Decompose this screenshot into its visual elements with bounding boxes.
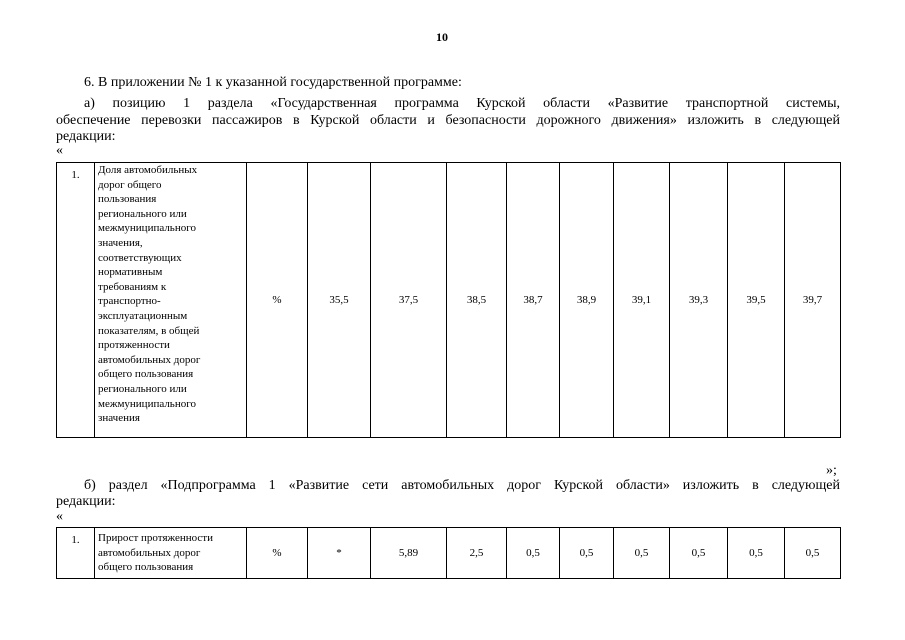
name-line: регионального или [98,207,187,220]
name-line: транспортно- [98,295,161,308]
page-number: 10 [436,30,448,44]
name-line: межмуниципального [98,397,196,410]
name-line: протяженности [98,339,170,352]
intro-line: 6. В приложении № 1 к указанной государственной программе: [84,75,462,90]
name-line: показателям, в общей [98,324,200,337]
item-b-line-2: редакции: [56,494,116,509]
value-cell: 37,5 [371,163,447,438]
indicator-name-cell [95,528,247,579]
name-line: Доля автомобильных [98,164,198,176]
value-cell: 35,5 [308,163,371,438]
name-line: регионального или [98,382,187,395]
name-line: общего пользования [98,561,194,574]
value-cell: * [308,528,371,579]
table-row [57,528,841,579]
name-line: автомобильных дорог [98,353,201,366]
name-line: значения [98,412,140,425]
value-cell: 39,1 [614,163,670,438]
name-line: дорог общего [98,178,162,191]
name-line: соответствующих [98,251,182,264]
value-cell: 0,5 [507,528,560,579]
name-line: межмуниципального [98,222,196,235]
name-line: требованиям к [98,280,167,293]
row-number-cell: 1. [57,163,95,438]
name-line: нормативным [98,266,163,279]
value-cell: 39,7 [785,163,841,438]
value-cell: 5,89 [371,528,447,579]
value-cell: 38,9 [560,163,614,438]
value-cell: 0,5 [560,528,614,579]
value-cell: 0,5 [785,528,841,579]
value-cell: 38,7 [507,163,560,438]
open-quote-2: « [56,509,63,524]
table-row [57,163,841,438]
name-line: общего пользования [98,368,194,381]
name-line: пользования [98,193,157,206]
unit-cell: % [247,163,308,438]
open-quote-1: « [56,143,63,158]
value-cell: 39,5 [728,163,785,438]
name-line: значения, [98,236,143,249]
indicator-table-2 [56,527,841,579]
item-b-line-1: б) раздел «Подпрограмма 1 «Развитие сети автомобильных дорог Курской области» изложить в следующей [84,478,840,493]
unit-cell: % [247,528,308,579]
close-quote-1: »; [826,463,837,478]
value-cell: 0,5 [614,528,670,579]
name-line: Прирост протяженности [98,532,213,544]
indicator-name-cell [95,163,247,438]
value-cell: 0,5 [728,528,785,579]
value-cell: 38,5 [447,163,507,438]
value-cell: 0,5 [670,528,728,579]
name-line: автомобильных дорог [98,546,201,559]
value-cell: 39,3 [670,163,728,438]
name-line: эксплуатационным [98,309,188,322]
item-a-line-3: редакции: [56,129,116,144]
value-cell: 2,5 [447,528,507,579]
row-number-cell: 1. [57,528,95,579]
item-a-line-2: обеспечение перевозки пассажиров в Курской области и безопасности дорожного движения» изложить в следующей [56,113,840,128]
item-a-line-1: а) позицию 1 раздела «Государственная программа Курской области «Развитие транспортной системы, [84,96,840,111]
indicator-table-1 [56,162,841,438]
